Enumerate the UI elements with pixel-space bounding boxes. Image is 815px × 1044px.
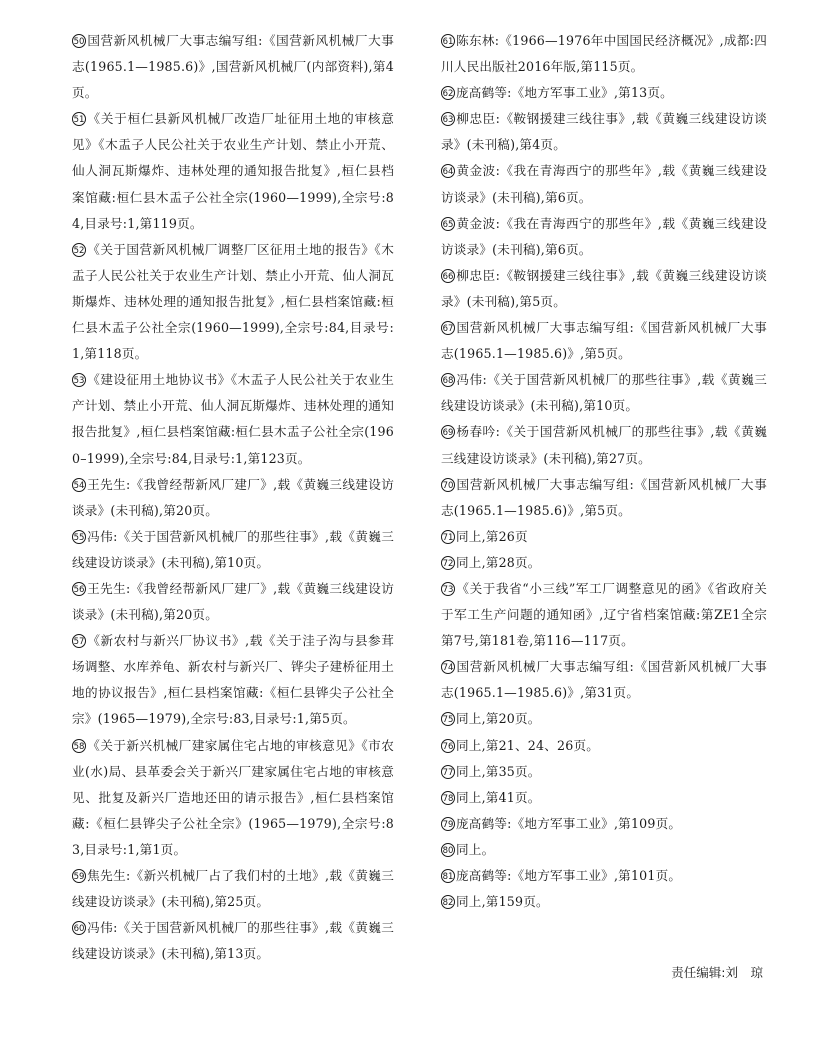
endnote-number: 76: [441, 739, 455, 753]
endnote-number: 58: [72, 739, 86, 753]
endnote-number: 64: [441, 164, 455, 178]
endnote-number: 81: [441, 869, 455, 883]
endnote-65: [441, 211, 767, 263]
endnote-51: [72, 106, 394, 236]
endnote-79: [441, 811, 767, 837]
endnote-number: 80: [441, 843, 455, 857]
endnote-number: 63: [441, 112, 455, 126]
endnote-number: 62: [441, 86, 455, 100]
left-notes-column: [72, 28, 394, 967]
endnote-text: 同上。: [456, 841, 495, 857]
endnote-text: 国营新风机械厂大事志编写组:《国营新风机械厂大事志(1965.1—1985.6)》,第5页。: [441, 320, 767, 362]
endnote-76: [441, 733, 767, 759]
endnote-number: 60: [72, 921, 86, 935]
endnote-number: 51: [72, 112, 86, 126]
endnote-number: 72: [441, 556, 455, 570]
endnote-72: [441, 550, 767, 576]
endnote-68: [441, 367, 767, 419]
endnote-63: [441, 106, 767, 158]
endnote-number: 70: [441, 478, 455, 492]
endnote-73: [441, 576, 767, 654]
endnote-64: [441, 158, 767, 210]
responsible-editor: 责任编辑:刘 琼: [671, 965, 763, 980]
endnote-text: 《关于桓仁县新风机械厂改造厂址征用土地的审核意见》《木盂子人民公社关于农业生产计划、禁止小开荒、仙人洞瓦斯爆炸、违林处理的通知报告批复》,桓仁县档案馆藏:桓仁县木盂子公社全宗(1960—1999),全宗号:84,目录号:1,第119页。: [72, 111, 394, 231]
endnote-number: 65: [441, 217, 455, 231]
endnote-number: 74: [441, 660, 455, 674]
endnote-text: 同上,第20页。: [456, 711, 541, 727]
endnote-number: 69: [441, 425, 455, 439]
endnote-text: 同上,第21、24、26页。: [456, 737, 600, 753]
endnote-61: [441, 28, 767, 80]
endnote-74: [441, 654, 767, 706]
endnote-number: 78: [441, 791, 455, 805]
endnote-text: 庞高鹤等:《地方军事工业》,第13页。: [456, 85, 673, 101]
endnote-text: 同上,第28页。: [456, 554, 541, 570]
endnote-number: 77: [441, 765, 455, 779]
endnote-text: 黄金波:《我在青海西宁的那些年》,载《黄巍三线建设访谈录》(未刊稿),第6页。: [441, 215, 767, 257]
endnote-number: 59: [72, 869, 86, 883]
endnote-number: 75: [441, 712, 455, 726]
endnote-71: [441, 524, 767, 550]
endnote-text: 黄金波:《我在青海西宁的那些年》,载《黄巍三线建设访谈录》(未刊稿),第6页。: [441, 163, 767, 205]
endnote-number: 53: [72, 373, 86, 387]
endnote-text: 《新农村与新兴厂协议书》,载《关于洼子沟与县参茸场调整、水库养龟、新农村与新兴厂、铧尖子建桥征用土地的协议报告》,桓仁县档案馆藏:《桓仁县铧尖子公社全宗》(1965—1979),全宗号:83,目录号:1,第5页。: [72, 633, 394, 727]
endnote-text: 王先生:《我曾经帮新风厂建厂》,载《黄巍三线建设访谈录》(未刊稿),第20页。: [72, 476, 394, 518]
endnote-text: 冯伟:《关于国营新风机械厂的那些往事》,载《黄巍三线建设访谈录》(未刊稿),第10页。: [441, 372, 767, 414]
endnote-number: 71: [441, 530, 455, 544]
endnote-62: [441, 80, 767, 106]
endnote-text: 焦先生:《新兴机械厂占了我们村的土地》,载《黄巍三线建设访谈录》(未刊稿),第25页。: [72, 868, 394, 910]
endnote-text: 王先生:《我曾经帮新风厂建厂》,载《黄巍三线建设访谈录》(未刊稿),第20页。: [72, 580, 394, 623]
endnote-82: [441, 889, 767, 915]
endnote-number: 61: [441, 34, 455, 48]
endnote-text: 冯伟:《关于国营新风机械厂的那些往事》,载《黄巍三线建设访谈录》(未刊稿),第10页。: [72, 528, 394, 570]
endnote-81: [441, 863, 767, 889]
endnote-text: 同上,第26页: [456, 528, 528, 544]
endnote-text: 同上,第35页。: [456, 763, 541, 779]
endnote-text: 冯伟:《关于国营新风机械厂的那些往事》,载《黄巍三线建设访谈录》(未刊稿),第13页。: [72, 920, 394, 962]
endnote-text: 庞高鹤等:《地方军事工业》,第109页。: [456, 815, 682, 831]
endnote-58: [72, 733, 394, 863]
endnote-text: 柳忠臣:《鞍钢援建三线往事》,载《黄巍三线建设访谈录》(未刊稿),第4页。: [441, 111, 767, 153]
endnote-number: 52: [72, 243, 86, 257]
endnote-80: [441, 837, 767, 863]
endnote-text: 同上,第159页。: [456, 894, 549, 910]
endnote-77: [441, 759, 767, 785]
endnote-number: 54: [72, 478, 86, 492]
endnote-number: 73: [441, 582, 455, 596]
endnote-52: [72, 237, 394, 367]
endnote-text: 庞高鹤等:《地方军事工业》,第101页。: [456, 868, 682, 883]
endnote-59: [72, 863, 394, 915]
endnote-60: [72, 915, 394, 967]
endnote-text: 同上,第41页。: [456, 789, 541, 805]
endnote-number: 57: [72, 634, 86, 648]
endnote-number: 66: [441, 269, 455, 283]
endnote-text: 杨春吟:《关于国营新风机械厂的那些往事》,载《黄巍三线建设访谈录》(未刊稿),第27页。: [441, 424, 767, 466]
endnote-text: 《关于国营新风机械厂调整厂区征用土地的报告》《木盂子人民公社关于农业生产计划、禁止小开荒、仙人洞瓦斯爆炸、违林处理的通知报告批复》,桓仁县档案馆藏:桓仁县木盂子公社全宗(1960—1999),全宗号:84,目录号:1,第118页。: [72, 241, 394, 362]
endnote-number: 82: [441, 895, 455, 909]
endnote-50: [72, 28, 394, 106]
endnote-number: 67: [441, 321, 455, 335]
endnote-67: [441, 315, 767, 367]
endnote-75: [441, 706, 767, 732]
endnote-56: [72, 576, 394, 628]
endnote-text: 《关于新兴机械厂建家属住宅占地的审核意见》《市农业(水)局、县革委会关于新兴厂建家属住宅占地的审核意见、批复及新兴厂造地还田的请示报告》,桓仁县档案馆藏:《桓仁县铧尖子公社全宗》(1965—1979),全宗号:83,目录号:1,第1页。: [72, 737, 394, 857]
endnote-text: 国营新风机械厂大事志编写组:《国营新风机械厂大事志(1965.1—1985.6)》,第31页。: [441, 659, 767, 701]
endnote-text: 《建设征用土地协议书》《木盂子人民公社关于农业生产计划、禁止小开荒、仙人洞瓦斯爆炸、违林处理的通知报告批复》,桓仁县档案馆藏:桓仁县木盂子公社全宗(1960–1999),全宗号:84,目录号:1,第123页。: [72, 372, 394, 466]
endnote-number: 68: [441, 373, 455, 387]
endnote-70: [441, 472, 767, 524]
endnote-78: [441, 785, 767, 811]
endnote-66: [441, 263, 767, 315]
endnote-number: 79: [441, 817, 455, 831]
endnote-text: 国营新风机械厂大事志编写组:《国营新风机械厂大事志(1965.1—1985.6)》,国营新风机械厂(内部资料),第4页。: [72, 33, 394, 101]
endnote-57: [72, 628, 394, 732]
endnote-text: 陈东林:《1966—1976年中国国民经济概况》,成都:四川人民出版社2016年版,第115页。: [441, 33, 767, 75]
endnote-text: 柳忠臣:《鞍钢援建三线往事》,载《黄巍三线建设访谈录》(未刊稿),第5页。: [441, 267, 767, 309]
right-notes-column: [441, 28, 767, 915]
endnote-text: 国营新风机械厂大事志编写组:《国营新风机械厂大事志(1965.1—1985.6)》,第5页。: [441, 476, 767, 518]
endnote-54: [72, 472, 394, 524]
endnote-text: 《关于我省“小三线”军工厂调整意见的函》《省政府关于军工生产问题的通知函》,辽宁省档案馆藏:第ZE1全宗第7号,第181卷,第116—117页。: [441, 580, 767, 649]
endnote-69: [441, 419, 767, 471]
endnote-number: 56: [72, 582, 86, 596]
endnote-number: 55: [72, 530, 86, 544]
endnote-55: [72, 524, 394, 576]
endnote-53: [72, 367, 394, 471]
endnote-number: 50: [72, 34, 86, 48]
